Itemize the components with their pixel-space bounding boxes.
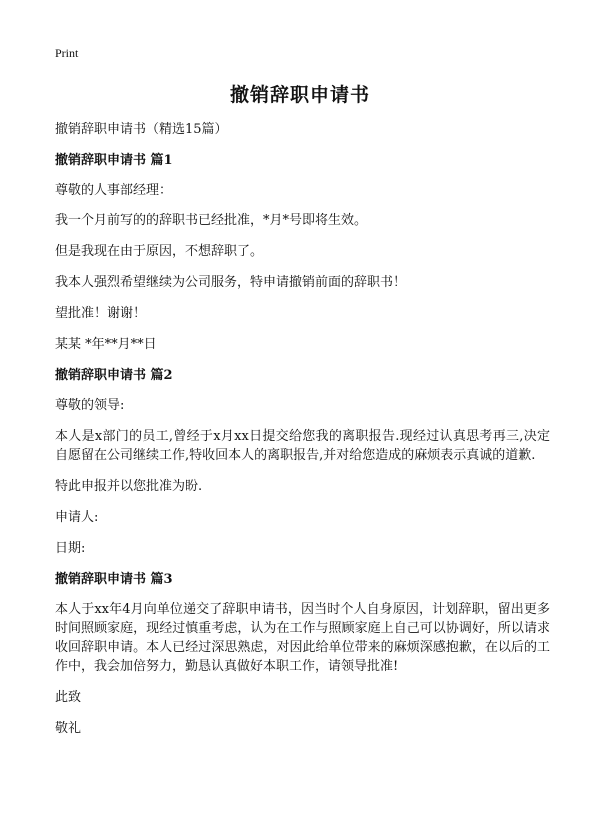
closing-line: 此致 [55, 690, 82, 705]
signature-line: 某某 *年**月**日 [55, 337, 157, 352]
section-heading-3: 撤销辞职申请书 篇3 [55, 572, 173, 587]
paragraph: 特此申报并以您批准为盼. [55, 479, 203, 494]
paragraph: 我一个月前写的的辞职书已经批准，*月*号即将生效。 [55, 213, 368, 228]
paragraph: 本人是x部门的员工,曾经于x月xx日提交给您我的离职报告.现经过认真思考再三,决定自愿留在公司继续工作,特收回本人的离职报告,并对给您造成的麻烦表示真诚的道歉. [55, 429, 550, 463]
date-line: 日期: [55, 541, 86, 556]
paragraph: 望批准！谢谢！ [55, 306, 147, 321]
document-body [55, 120, 550, 750]
section-heading-2: 撤销辞职申请书 篇2 [55, 368, 173, 383]
print-label: Print [55, 46, 79, 60]
paragraph: 但是我现在由于原因，不想辞职了。 [55, 244, 264, 259]
paragraph: 本人于xx年4月向单位递交了辞职申请书，因当时个人自身原因，计划辞职，留出更多时间照顾家庭，现经过慎重考虑，认为在工作与照顾家庭上自己可以协调好，所以请求收回辞职申请。本人已经过深思熟虑，对因此给单位带来的麻烦深感抱歉，在以后的工作中，我会加倍努力，勤恳认真做好本职工作，请领导批准! [55, 602, 550, 674]
applicant-line: 申请人: [55, 510, 99, 525]
salutation: 尊敬的人事部经理： [55, 183, 173, 198]
document-title: 撤销辞职申请书 [229, 84, 370, 106]
paragraph: 我本人强烈希望继续为公司服务，特申请撤销前面的辞职书！ [55, 275, 407, 290]
document-subtitle: 撤销辞职申请书（精选15篇） [55, 122, 228, 137]
section-heading-1: 撤销辞职申请书 篇1 [55, 153, 173, 168]
closing-line: 敬礼 [55, 721, 82, 736]
salutation: 尊敬的领导: [55, 398, 125, 413]
